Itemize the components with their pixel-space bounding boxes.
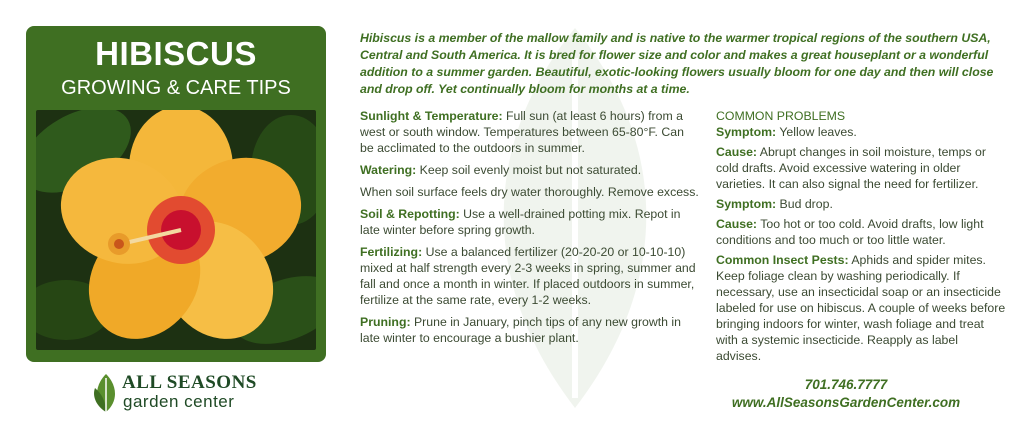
soil-tip (360, 206, 700, 238)
symptom-2 (716, 196, 1006, 212)
watering-tip (360, 162, 700, 178)
page-title: HIBISCUS (95, 35, 257, 72)
symptom-2-text: Bud drop. (776, 197, 833, 211)
page-subtitle: GROWING & CARE TIPS (61, 77, 291, 99)
cause-1-text: Abrupt changes in soil moisture, temps or cold drafts. Avoid excessive watering in older varieties. It can also signal the need for fertilizer. (716, 145, 986, 191)
problems-heading: COMMON PROBLEMS (716, 109, 846, 123)
pests-label: Common Insect Pests: (716, 253, 849, 267)
soil-label: Soil & Repotting: (360, 207, 460, 221)
sunlight-text: Full sun (at least 6 hours) from a west or south window. Temperatures between 65-80°F. Can be acclimated to the outdoors in summer. (360, 109, 684, 155)
hibiscus-flower-image (36, 110, 316, 350)
cause-1 (716, 144, 1006, 192)
sunlight-label: Sunlight & Temperature: (360, 109, 503, 123)
title-card (26, 26, 326, 362)
website-link[interactable]: www.AllSeasonsGardenCenter.com (731, 395, 961, 410)
cause-2-text: Too hot or too cold. Avoid drafts, low light conditions and too much or too little water. (716, 217, 984, 247)
leaf-logo-icon (92, 372, 120, 414)
contact-block (716, 376, 976, 412)
cause-label: Cause: (716, 145, 758, 159)
watering-label: Watering: (360, 163, 417, 177)
fertilizing-text: Use a balanced fertilizer (20-20-20 or 10-10-10) mixed at half strength every 2-3 weeks in spring, summer and fall and once a month in winter. If placed outdoors in summer, fertilize at the same rate, every 1-2 weeks. (360, 245, 696, 307)
symptom-1-text: Yellow leaves. (776, 125, 857, 139)
symptom-label: Symptom: (716, 197, 777, 211)
pruning-label: Pruning: (360, 315, 411, 329)
logo-tagline: garden center (123, 392, 235, 411)
fertilizing-label: Fertilizing: (360, 245, 423, 259)
soil-text: Use a well-drained potting mix. Repot in late winter before spring growth. (360, 207, 681, 237)
watering-text: Keep soil evenly moist but not saturated. (416, 163, 642, 177)
sunlight-tip (360, 108, 700, 156)
fertilizing-tip (360, 244, 700, 308)
pests-text: Aphids and spider mites. Keep foliage clean by washing periodically. If necessary, use an insecticidal soap or an insecticide labeled for use on hibiscus. A couple of weeks before bringing indoors for winter, wash foliage and treat with a systemic insecticide. Reapply as label advises. (716, 253, 1006, 363)
pruning-text: Prune in January, pinch tips of any new growth in late winter to encourage a bushier plant. (360, 315, 682, 345)
phone-number: 701.746.7777 (804, 377, 888, 392)
pruning-tip (360, 314, 700, 346)
symptom-label: Symptom: (716, 125, 777, 139)
symptom-1 (716, 124, 1006, 140)
insect-pests (716, 252, 1006, 364)
watering-tip-extra: When soil surface feels dry water thoroughly. Remove excess. (360, 185, 699, 199)
problems-column (716, 108, 1006, 368)
cause-label: Cause: (716, 217, 758, 231)
brand-logo (92, 370, 292, 416)
logo-name: ALL SEASONS (122, 372, 257, 393)
care-tips-column (360, 108, 700, 352)
cause-2 (716, 216, 1006, 248)
intro-paragraph: Hibiscus is a member of the mallow family and is native to the warmer tropical regions of the southern USA, Central and South America. It is bred for flower size and color and makes a great houseplant or a wonderful addition to a summer garden. Beautiful, exotic-looking flowers usually bloom for one day and then will close and drop off. Yet continually bloom for months at a time. (360, 31, 994, 96)
